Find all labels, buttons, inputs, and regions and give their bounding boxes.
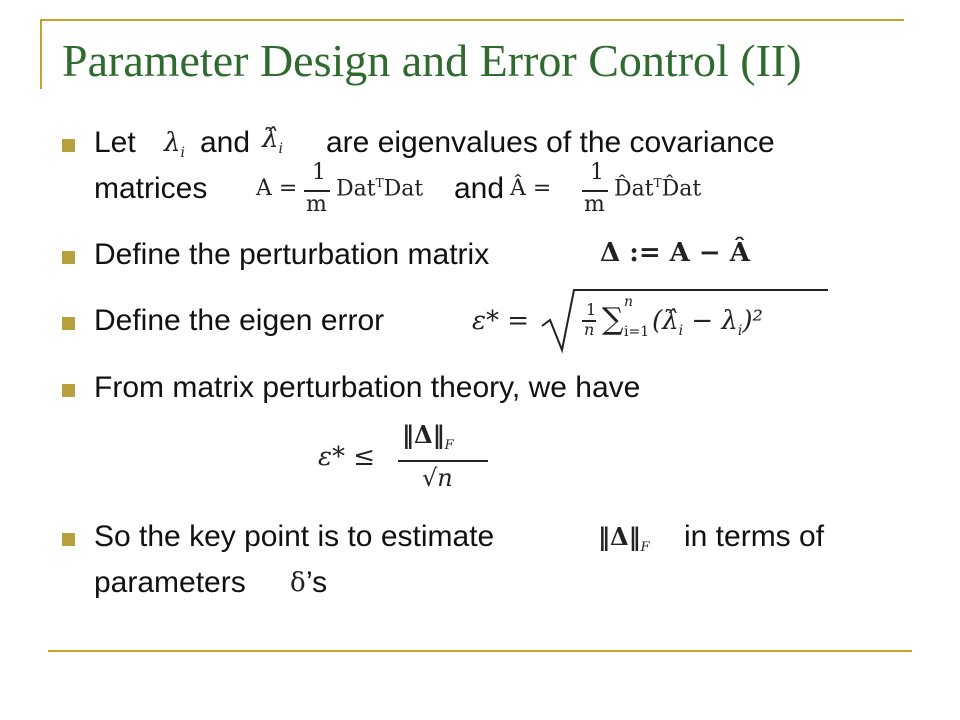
sum-sup: n: [624, 294, 634, 310]
bullet-marker: [62, 384, 75, 397]
a-frac-num: 1: [312, 160, 326, 185]
a-hat-dat-term: $D̂at^TD̂at$: [614, 176, 702, 202]
slide-title: Parameter Design and Error Control (II): [62, 35, 802, 86]
bottom-rule: [48, 650, 912, 652]
lambda-i: $\lambda_i$: [164, 128, 185, 162]
matrices-text: matrices: [94, 172, 208, 205]
ineq-frac-bar: [398, 460, 488, 462]
a-hat-eq: Â =: [510, 176, 552, 201]
eps-frac-num: 1: [586, 300, 597, 319]
in-terms-text: in terms of: [684, 520, 825, 553]
apostrophe-s: ’s: [306, 566, 328, 599]
lambda-hat-i: $\lambdâ_i$: [262, 124, 283, 158]
a-hat-frac-num: 1: [590, 160, 604, 185]
ineq-num: $‖\Delta‖_F$: [402, 420, 454, 453]
let-text: Let: [94, 126, 136, 159]
a-dat-term: Dat$^T$Dat: [336, 176, 424, 202]
delta-norm: $‖\Delta‖_F$: [598, 522, 650, 555]
eps-frac-den: n: [584, 320, 595, 339]
bullet-marker: [62, 251, 75, 264]
inequality-formula: [318, 420, 518, 510]
top-rule: [40, 19, 904, 21]
eps-term: $(\lambdâ_i - \lambda_i)^2$: [652, 306, 763, 340]
key-point-text: So the key point is to estimate: [94, 520, 495, 553]
parameters-text: parameters: [94, 566, 246, 599]
left-rule: [40, 19, 42, 89]
ineq-eps: ε* ≤: [318, 442, 376, 472]
ineq-den: √n: [422, 464, 453, 492]
bullet-marker: [62, 533, 75, 546]
perturbation-text: Define the perturbation matrix: [94, 238, 490, 271]
delta-symbol: δ: [290, 568, 306, 598]
sum-sub: i=1: [624, 324, 650, 340]
and-text-2: and: [454, 172, 505, 205]
and-text: and: [200, 126, 251, 159]
sum-symbol: ∑: [602, 302, 624, 337]
bullet-marker: [62, 139, 75, 152]
bullet-marker: [62, 317, 75, 330]
eigen-text: are eigenvalues of the covariance: [326, 126, 775, 159]
a-frac-den: m: [306, 192, 327, 217]
eigen-error-text: Define the eigen error: [94, 304, 385, 337]
theory-text: From matrix perturbation theory, we have: [94, 371, 641, 404]
eps-eq: ε* =: [472, 306, 530, 336]
perturbation-formula: Δ := A − Â: [600, 238, 750, 268]
a-eq: A =: [256, 176, 298, 201]
a-hat-frac-den: m: [584, 192, 605, 217]
